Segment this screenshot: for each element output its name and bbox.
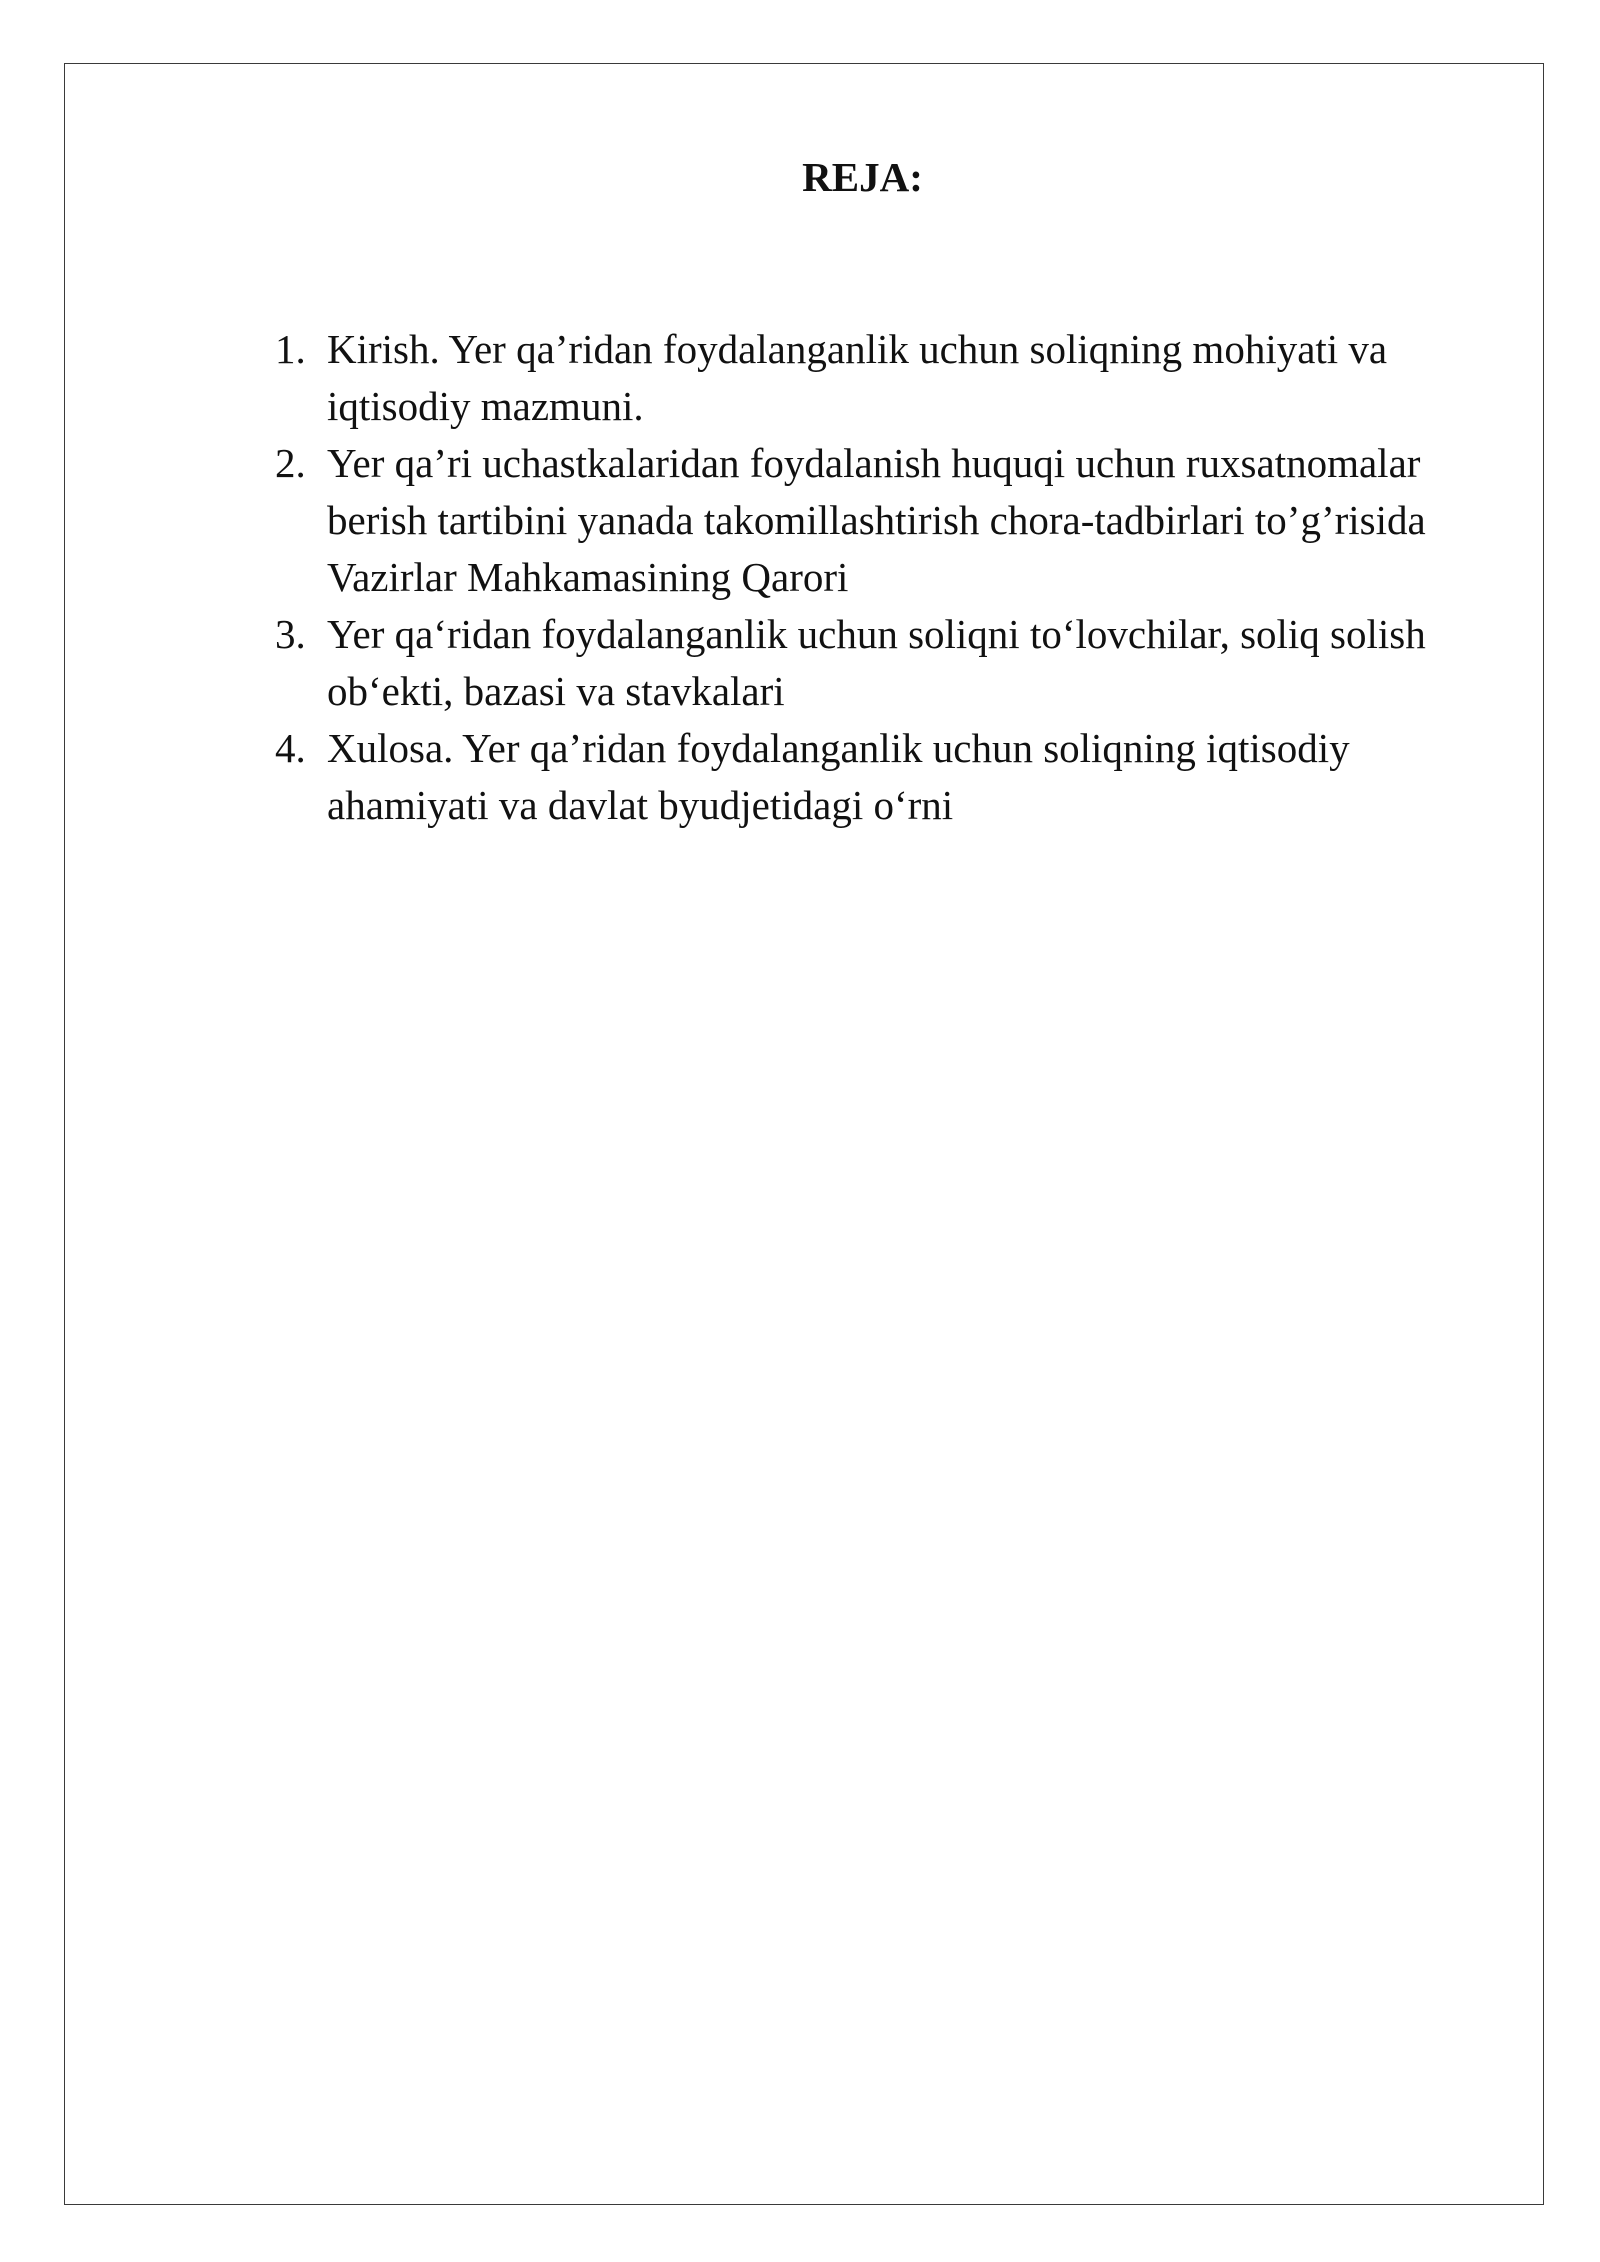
plan-item-text: Xulosa. Yer qa’ridan foydalanganlik uchun soliqning iqtisodiy ahamiyati va davlat byudjetidagi o‘rni (327, 725, 1350, 828)
plan-item-number: 4. (275, 725, 306, 771)
page-title: REJA: (802, 154, 923, 200)
plan-item-2 (275, 435, 1505, 606)
plan-list (275, 321, 1505, 834)
plan-item-4 (275, 720, 1505, 834)
plan-item-1 (275, 321, 1505, 435)
plan-item-number: 3. (275, 611, 306, 657)
plan-item-number: 1. (275, 326, 306, 372)
plan-item-text: Yer qa‘ridan foydalanganlik uchun soliqni to‘lovchilar, soliq solish ob‘ekti, bazasi va stavkalari (327, 611, 1426, 714)
plan-item-text: Yer qa’ri uchastkalaridan foydalanish huquqi uchun ruxsatnomalar berish tartibini yanada takomillashtirish chora-tadbirlari to’g’risida Vazirlar Mahkamasining Qarori (327, 440, 1426, 600)
plan-item-3 (275, 606, 1505, 720)
plan-item-number: 2. (275, 440, 306, 486)
plan-item-text: Kirish. Yer qa’ridan foydalanganlik uchun soliqning mohiyati va iqtisodiy mazmuni. (327, 326, 1388, 429)
